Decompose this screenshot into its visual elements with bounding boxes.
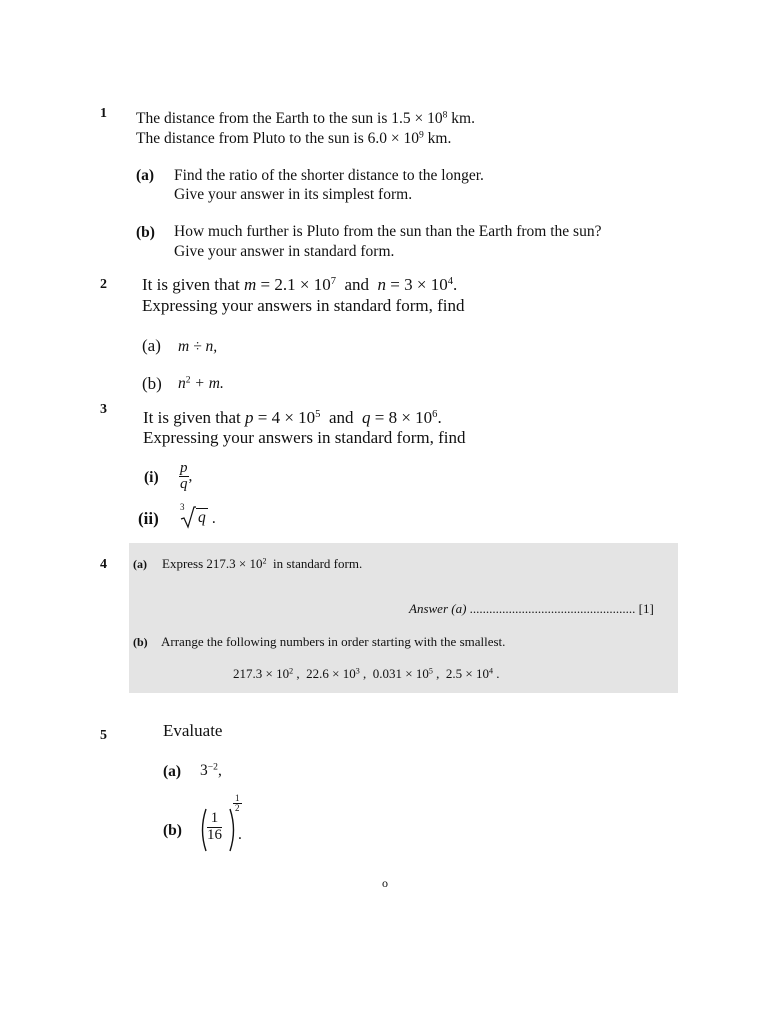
q4b-number-3: 0.031 × 10 bbox=[372, 666, 429, 681]
q2-line-2: Expressing your answers in standard form, find bbox=[142, 296, 465, 315]
q4b-number-3-exp: 5 bbox=[428, 666, 433, 676]
q3i-fraction bbox=[179, 461, 192, 492]
q2-n-exponent: 4 bbox=[447, 276, 453, 288]
q5b-period: . bbox=[238, 826, 242, 843]
q5-title: Evaluate bbox=[163, 721, 223, 740]
q3-line-2: Expressing your answers in standard form, find bbox=[143, 428, 466, 447]
q3-and: and bbox=[320, 408, 362, 427]
q1-line-1-text: The distance from the Earth to the sun is 1.5 × 10 bbox=[136, 110, 443, 127]
q3i-label: (i) bbox=[144, 469, 159, 486]
q2-line-1 bbox=[142, 275, 457, 295]
q4a-text bbox=[162, 556, 362, 572]
q2-var-m: m bbox=[243, 275, 257, 294]
q5a-exponent: −2 bbox=[207, 761, 218, 773]
q1-line-1-unit: km. bbox=[447, 110, 475, 127]
q4a-exponent: 2 bbox=[262, 556, 267, 566]
q1-line-2-unit: km. bbox=[423, 130, 452, 147]
question-2-number: 2 bbox=[100, 277, 107, 292]
q3-intro: It is given that bbox=[143, 408, 245, 427]
q2-m-exponent: 7 bbox=[330, 276, 336, 288]
q4b-text: Arrange the following numbers in order starting with the smallest. bbox=[161, 634, 506, 649]
q4-answer-dots: ................................................... bbox=[469, 601, 636, 616]
q4b-period: . bbox=[493, 666, 500, 681]
q5a-base: 3 bbox=[200, 762, 208, 779]
q4-marks: [1] bbox=[638, 601, 654, 616]
q5b-numerator: 1 bbox=[207, 811, 222, 828]
q4-answer-label: Answer (a) bbox=[409, 601, 467, 616]
q4b-sep: , bbox=[432, 666, 446, 681]
q4b-label: (b) bbox=[133, 635, 148, 649]
q1a-line-2: Give your answer in its simplest form. bbox=[174, 186, 413, 203]
page-footer-mark: o bbox=[382, 876, 388, 890]
q3i-comma: , bbox=[188, 467, 193, 485]
q3-p-value: = 4 × 10 bbox=[253, 408, 316, 427]
q2-m-value: = 2.1 × 10 bbox=[256, 275, 331, 294]
q3-q-value: = 8 × 10 bbox=[370, 408, 433, 427]
q1-line-2 bbox=[136, 130, 451, 148]
q1b-line-2: Give your answer in standard form. bbox=[174, 243, 395, 260]
question-3-number: 3 bbox=[100, 402, 107, 417]
q2b-label: (b) bbox=[142, 374, 162, 393]
q5a-label: (a) bbox=[163, 763, 182, 780]
q1-line-2-exponent: 9 bbox=[418, 129, 424, 141]
q4a-label: (a) bbox=[133, 557, 147, 571]
question-1-number: 1 bbox=[100, 106, 107, 121]
q3ii-period: . bbox=[208, 510, 216, 527]
q4b-number-1: 217.3 × 10 bbox=[233, 666, 290, 681]
q4b-sep: , bbox=[293, 666, 307, 681]
q4a-text-pre: Express 217.3 × 10 bbox=[162, 556, 263, 571]
q2-and: and bbox=[335, 275, 378, 294]
q3-var-p: p bbox=[244, 408, 254, 427]
right-paren-icon bbox=[228, 808, 238, 852]
q4b-numbers bbox=[233, 666, 500, 682]
q2b-rest: + m. bbox=[190, 375, 224, 392]
q3ii-root-index: 3 bbox=[180, 502, 185, 512]
q4b-number-1-exp: 2 bbox=[289, 666, 294, 676]
q2a-label: (a) bbox=[142, 336, 161, 355]
q1a-label: (a) bbox=[136, 167, 155, 184]
q3i-fraction-p-over-q bbox=[179, 461, 189, 492]
q3-period: . bbox=[437, 408, 442, 427]
q2-n-value: = 3 × 10 bbox=[386, 275, 448, 294]
q5a-comma: , bbox=[217, 762, 222, 779]
q3ii-radicand: q bbox=[198, 509, 206, 526]
q5b-denominator: 16 bbox=[207, 826, 222, 843]
q4b-number-4: 2.5 × 10 bbox=[445, 666, 489, 681]
q3-p-exponent: 5 bbox=[315, 409, 321, 421]
q2b-expression bbox=[178, 375, 224, 393]
q5b-expression bbox=[198, 794, 258, 854]
q1b-label: (b) bbox=[136, 224, 155, 241]
q2-period: . bbox=[452, 275, 458, 294]
q4-answer-line bbox=[409, 601, 654, 617]
q1a-line-1: Find the ratio of the shorter distance to the longer. bbox=[174, 167, 484, 184]
q3-line-1 bbox=[143, 408, 442, 428]
q1-line-1 bbox=[136, 110, 475, 128]
question-5-number: 5 bbox=[100, 728, 107, 743]
q5a-expression bbox=[200, 762, 222, 780]
q1b-line-1: How much further is Pluto from the sun than the Earth from the sun? bbox=[174, 223, 602, 240]
q5b-exponent-fraction bbox=[233, 794, 242, 813]
q2-intro: It is given that bbox=[142, 275, 244, 294]
q4a-text-post: in standard form. bbox=[266, 556, 363, 571]
q3-q-exponent: 6 bbox=[432, 409, 438, 421]
q2a-expression: m ÷ n, bbox=[178, 338, 218, 355]
question-4-number: 4 bbox=[100, 557, 107, 572]
q2-var-n: n bbox=[377, 275, 387, 294]
q3i-numerator: p bbox=[180, 460, 188, 476]
q5b-exp-denominator: 2 bbox=[235, 803, 240, 813]
q1-line-1-exponent: 8 bbox=[442, 109, 448, 121]
q3ii-label: (ii) bbox=[138, 509, 159, 528]
q4b-number-2: 22.6 × 10 bbox=[306, 666, 356, 681]
q4b-number-2-exp: 3 bbox=[355, 666, 360, 676]
q2b-var-n: n bbox=[178, 375, 186, 392]
q3i-denominator: q bbox=[180, 476, 188, 492]
q3-var-q: q bbox=[361, 408, 371, 427]
q1-line-2-text: The distance from Pluto to the sun is 6.0 × 10 bbox=[136, 130, 419, 147]
q4b-sep: , bbox=[359, 666, 373, 681]
q5b-exp-numerator: 1 bbox=[235, 793, 240, 803]
q5b-label: (b) bbox=[163, 822, 182, 839]
q4b-number-4-exp: 4 bbox=[488, 666, 493, 676]
q5b-fraction bbox=[207, 811, 222, 844]
q2b-exponent: 2 bbox=[185, 374, 191, 386]
